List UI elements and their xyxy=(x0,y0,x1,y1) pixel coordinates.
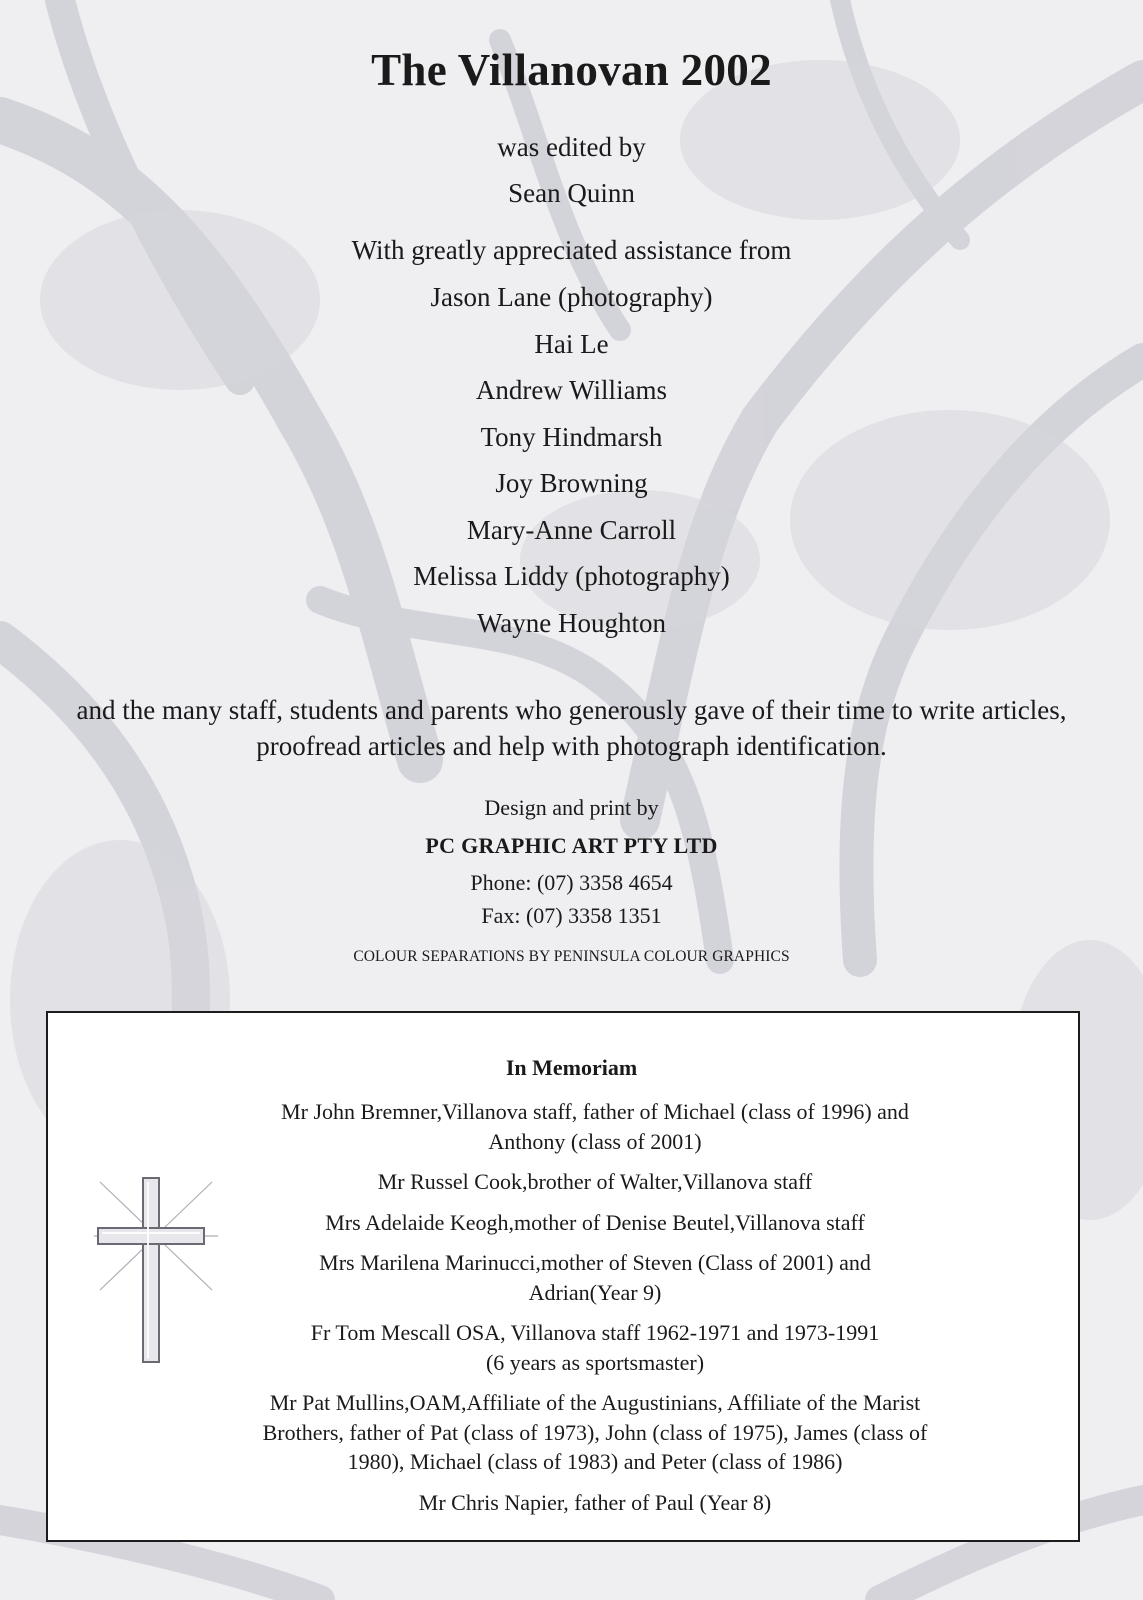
memoriam-entry-line: Mr Chris Napier, father of Paul (Year 8) xyxy=(418,1489,772,1515)
helper-name: Jason Lane (photography) xyxy=(430,282,713,312)
memoriam-entry xyxy=(210,1388,980,1477)
memoriam-entry xyxy=(210,1488,980,1518)
memoriam-entry-line: Anthony (class of 2001) xyxy=(488,1128,702,1154)
colour-separations-credit: COLOUR SEPARATIONS BY PENINSULA COLOUR GRAPHICS xyxy=(353,948,790,965)
helper-name: Wayne Houghton xyxy=(476,607,667,638)
thanks-paragraph xyxy=(0,692,1143,764)
thanks-line-2: proofread articles and help with photograph identification. xyxy=(256,731,887,761)
cross-icon xyxy=(92,1172,220,1368)
memoriam-entry xyxy=(210,1318,980,1377)
memoriam-entry-line: Fr Tom Mescall OSA, Villanova staff 1962-1971 and 1973-1991 xyxy=(310,1320,880,1345)
helper-name: Hai Le xyxy=(534,328,609,359)
helpers-list xyxy=(0,282,1143,654)
editor-name: Sean Quinn xyxy=(508,178,635,208)
page-title: The Villanovan 2002 xyxy=(371,45,772,95)
memoriam-entry-line: Mr Pat Mullins,OAM,Affiliate of the Augustinians, Affiliate of the Marist xyxy=(269,1390,921,1415)
design-print-label: Design and print by xyxy=(484,795,659,820)
memoriam-entry xyxy=(210,1248,980,1307)
memoriam-entry-line: (6 years as sportsmaster) xyxy=(485,1349,705,1375)
helper-name: Mary-Anne Carroll xyxy=(466,514,677,545)
memoriam-entry xyxy=(210,1097,980,1156)
memoriam-entry-line: Brothers, father of Pat (class of 1973), John (class of 1975), James (class of xyxy=(262,1419,928,1445)
in-memoriam-title: In Memoriam xyxy=(505,1055,638,1080)
printer-fax: Fax: (07) 3358 1351 xyxy=(481,903,662,928)
memoriam-entry-line: Mrs Adelaide Keogh,mother of Denise Beutel,Villanova staff xyxy=(325,1209,865,1235)
helper-name: Tony Hindmarsh xyxy=(480,421,663,452)
memoriam-entry-line: Mr Russel Cook,brother of Walter,Villanova staff xyxy=(377,1169,813,1194)
printer-phone: Phone: (07) 3358 4654 xyxy=(470,870,673,895)
printer-company: PC GRAPHIC ART PTY LTD xyxy=(425,833,718,858)
helper-name: Joy Browning xyxy=(495,468,648,498)
memoriam-list xyxy=(210,1097,980,1528)
memoriam-entry xyxy=(210,1167,980,1197)
helper-name: Melissa Liddy (photography) xyxy=(413,561,730,591)
thanks-line-1: and the many staff, students and parents who generously gave of their time to write articles, xyxy=(76,695,1067,725)
memoriam-entry-line: Mrs Marilena Marinucci,mother of Steven (Class of 2001) and xyxy=(319,1250,871,1275)
memoriam-entry-line: 1980), Michael (class of 1983) and Peter (class of 1986) xyxy=(347,1449,843,1474)
memoriam-entry-line: Adrian(Year 9) xyxy=(528,1279,662,1305)
edited-by-label: was edited by xyxy=(497,132,646,162)
helper-name: Andrew Williams xyxy=(475,375,668,405)
memoriam-entry-line: Mr John Bremner,Villanova staff, father of Michael (class of 1996) and xyxy=(281,1099,909,1124)
assistance-intro: With greatly appreciated assistance from xyxy=(351,235,792,265)
memoriam-entry xyxy=(210,1208,980,1238)
